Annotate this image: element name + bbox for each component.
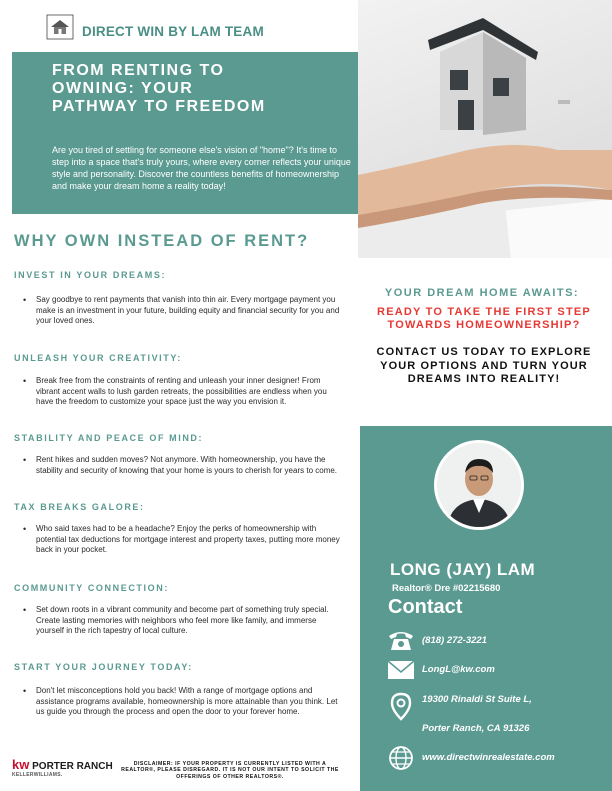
contact-callout: CONTACT US TODAY TO EXPLORE YOUR OPTIONS AND TURN YOUR DREAMS INTO REALITY! [376,346,592,385]
kw-porter-ranch-logo [12,757,113,772]
kw-sub-logo: KELLERWILLIAMS. [12,772,63,778]
disclaimer: DISCLAIMER: IF YOUR PROPERTY IS CURRENTLY LISTED WITH A REALTOR®, PLEASE DISREGARD. IT IS NOT OUR INTENT TO SOLICIT THE OFFERINGS OF OTHER REALTORS®. [121,761,339,780]
kw-logo-text: PORTER RANCH [32,761,113,772]
address-line1: 19300 Rinaldi St Suite L, [422,694,532,705]
section-heading: COMMUNITY CONNECTION: [14,583,169,593]
why-own-heading: WHY OWN INSTEAD OF RENT? [14,232,310,250]
hero-title: FROM RENTING TO OWNING: YOUR PATHWAY TO FREEDOM [52,62,266,115]
section-bullet: • Who said taxes had to be a headache? Enjoy the perks of homeownership with potential tax deductions for mortgage interest and property taxes, putting more money back in your pocket. [36,524,346,556]
section-heading: INVEST IN YOUR DREAMS: [14,270,167,280]
section-bullet: • Break free from the constraints of renting and unleash your inner designer! From vibrant accent walls to lush garden retreats, the possibilities are endless when you have the freedom to customize your space just the way you envision it. [36,376,346,408]
hero-photo [358,0,612,258]
dream-home-heading: YOUR DREAM HOME AWAITS: [384,287,580,299]
section-heading: UNLEASH YOUR CREATIVITY: [14,353,182,363]
section-heading: START YOUR JOURNEY TODAY: [14,662,193,672]
ready-callout: READY TO TAKE THE FIRST STEP TOWARDS HOMEOWNERSHIP? [377,306,591,331]
globe-icon [386,745,416,771]
section-heading: STABILITY AND PEACE OF MIND: [14,433,204,443]
section-bullet: • Say goodbye to rent payments that vanish into thin air. Every mortgage payment you make is an investment in your future, building equity and financial security for you and your loved ones. [36,295,346,327]
agent-license: Realtor® Dre #02215680 [392,583,501,594]
contact-heading: Contact [388,596,463,618]
address-line2: Porter Ranch, CA 91326 [422,723,530,734]
brand-name: DIRECT WIN BY LAM TEAM [82,24,264,39]
section-bullet: • Don't let misconceptions hold you back! With a range of mortgage options and assistance programs available, homeownership is more attainable than you think. Let us guide you through the process and open the door to your forever home. [36,686,346,718]
location-pin-icon [386,692,416,722]
email-address[interactable]: LongL@kw.com [422,664,495,675]
house-logo-icon [46,14,74,40]
agent-avatar [434,440,524,530]
envelope-icon [386,658,416,682]
kw-letters: kw [12,757,30,772]
phone-number[interactable]: (818) 272-3221 [422,635,487,646]
website-link[interactable]: www.directwinrealestate.com [422,752,555,763]
phone-icon [386,628,416,652]
section-bullet: • Set down roots in a vibrant community and become part of something truly special. Create lasting memories with neighbors who feel more like family, and immerse yourself in the rich tapestry of local culture. [36,605,346,637]
section-heading: TAX BREAKS GALORE: [14,502,145,512]
agent-name: LONG (JAY) LAM [390,560,536,579]
hero-text: Are you tired of settling for someone else's vision of "home"? It's time to step into a space that's truly yours, where every corner reflects your unique style and personality. Discover the countless benefits of homeownership and make your dream home a reality today! [52,145,351,191]
section-bullet: • Rent hikes and sudden moves? Not anymore. With homeownership, you have the stability and security of knowing that your home is yours to cherish for years to come. [36,455,346,476]
